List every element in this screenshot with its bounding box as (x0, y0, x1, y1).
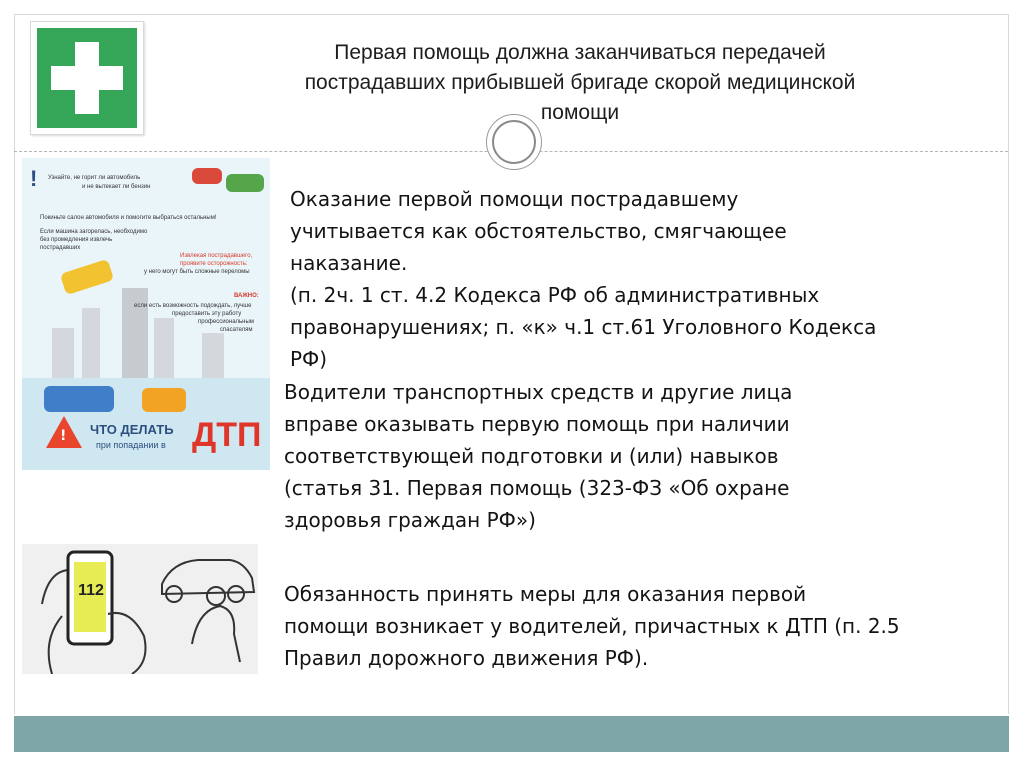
poster-line-6: пострадавших (40, 245, 81, 251)
text-block-drivers-duty: Обязанность принять меры для оказания первой помощи возникает у водителей, причастных к ДТП (п. 2.5 Правил дорожного движения РФ). (284, 582, 900, 670)
poster-chto-delat: ЧТО ДЕЛАТЬ (90, 422, 174, 437)
phone-sketch-icon (22, 544, 258, 674)
poster-line-11: если есть возможность подождать, лучше (134, 303, 252, 309)
frame-left-line (14, 14, 15, 714)
poster-line-10: ВАЖНО: (234, 293, 259, 299)
poster-line-7: Извлекая пострадавшего, (180, 253, 253, 259)
phone-112-illustration (22, 544, 258, 674)
first-aid-logo (30, 21, 144, 135)
frame-top-line (14, 14, 1008, 15)
text-block-drivers-right: Водители транспортных средств и другие лица вправе оказывать первую помощь при наличии соответствующей подготовки и (или) навыков (статья 31. Первая помощь (323-ФЗ «Об охране здоровья граждан РФ») (284, 380, 793, 532)
text-block-mitigating: Оказание первой помощи пострадавшему учитывается как обстоятельство, смягчающее наказание. (п. 2ч. 1 ст. 4.2 Кодекса РФ об административных правонарушениях; п. «к» ч.1 ст.61 Уголовного Кодекса РФ) (290, 187, 877, 371)
poster-line-14: спасателям (220, 327, 253, 333)
poster-line-1: Узнайте, не горит ли автомобиль (48, 175, 141, 181)
poster-line-4: Если машина загорелась, необходимо (40, 229, 148, 235)
bottom-band (14, 716, 1009, 752)
warning-exclamation-icon: ! (60, 428, 67, 444)
poster-line-8: проявите осторожность: (180, 261, 248, 267)
poster-line-5: без промедления извлечь (40, 237, 113, 243)
poster-line-3: Покиньте салон автомобиля и помогите выбраться остальным! (40, 215, 217, 221)
poster-line-9: у него могут быть сложные переломы (144, 269, 250, 275)
frame-right-line (1008, 14, 1009, 714)
poster-pri-popadanii: при попадании в (96, 440, 166, 450)
poster-dtp: ДТП (192, 416, 262, 454)
poster-line-2: и не вытекает ли бензин (82, 184, 151, 190)
dtp-poster-image: ! Узнайте, не горит ли автомобиль и не вытекает ли бензин Покиньте салон автомобиля и помогите выбраться остальным! Если машина загорелась, необходимо без промедления извлечь пострадавших Извлекая пострадавшего, проявите осторожность: у него могут быть сложные переломы ВАЖНО: если есть возможность подождать, лучше предоставить эту работу профессиональным спасателям ! ЧТО ДЕЛАТЬ при попадании в ДТП (22, 158, 270, 470)
divider-ring-icon (486, 114, 542, 170)
poster-line-13: профессиональным (198, 319, 254, 325)
slide-title: Первая помощь должна заканчиваться передачей пострадавших прибывшей бригаде скорой медицинской помощи (304, 41, 856, 124)
poster-line-12: предоставить эту работу (172, 311, 242, 317)
first-aid-cross-icon (37, 28, 137, 128)
phone-number-112: 112 (78, 582, 104, 599)
